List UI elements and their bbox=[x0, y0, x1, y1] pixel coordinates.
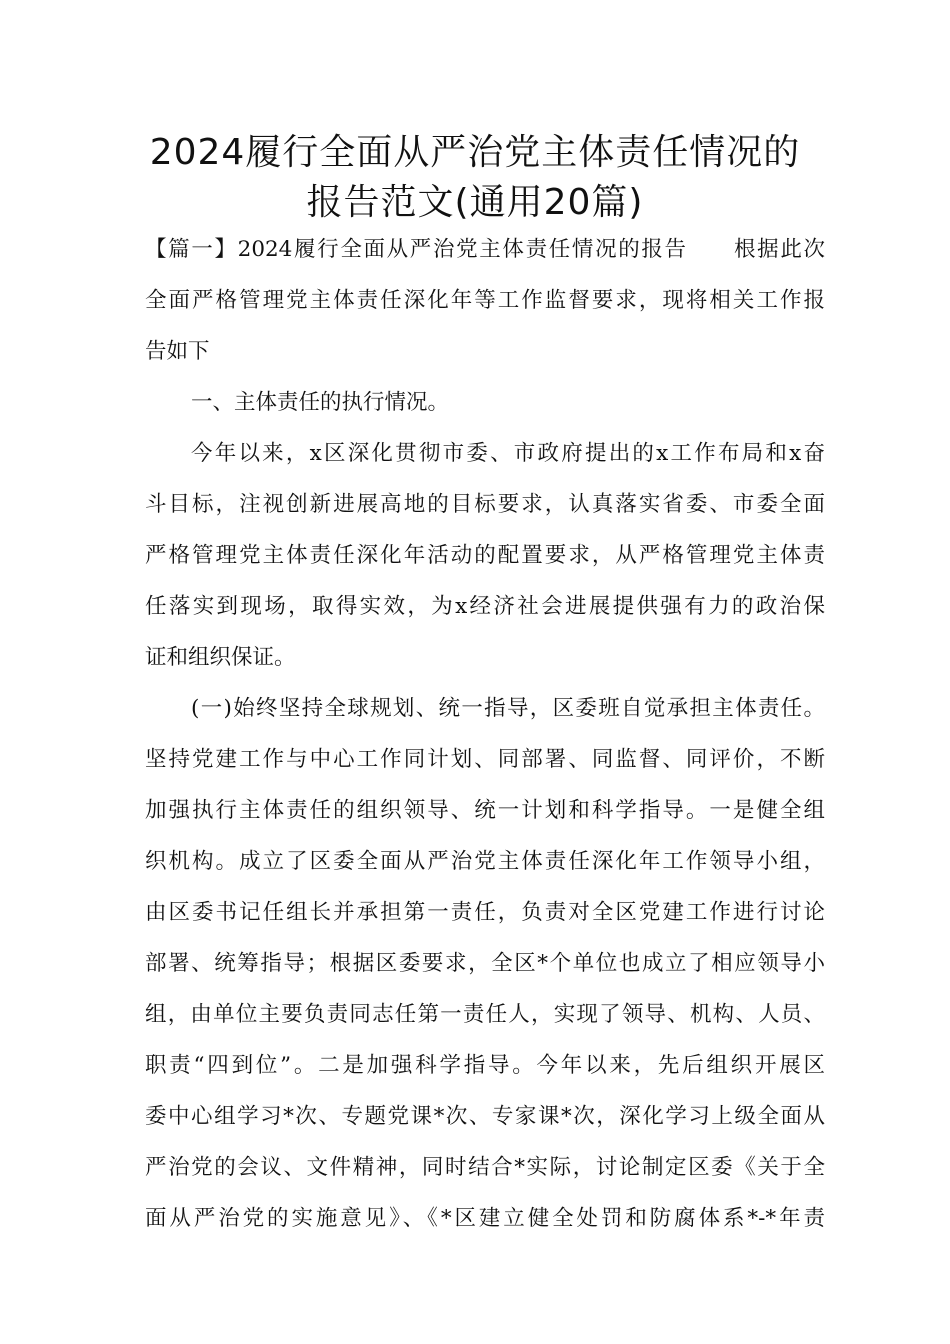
document-body bbox=[145, 224, 825, 1244]
body-text-line: 证和组织保证。 bbox=[145, 645, 296, 670]
body-text-line: 面从严治党的实施意见》、《*区建立健全处罚和防腐体系*-*年责 bbox=[145, 1206, 825, 1231]
body-text-line: 斗目标，注视创新进展高地的目标要求，认真落实省委、市委全面 bbox=[145, 492, 825, 517]
body-text-line: 加强执行主体责任的组织领导、统一计划和科学指导。一是健全组 bbox=[145, 798, 825, 823]
body-text-line: 严格管理党主体责任深化年活动的配置要求，从严格管理党主体责 bbox=[145, 543, 825, 568]
body-text-line: 织机构。成立了区委全面从严治党主体责任深化年工作领导小组， bbox=[145, 849, 825, 874]
document-title-line-2: 报告范文(通用20篇) bbox=[306, 182, 644, 223]
body-text-line: 告如下 bbox=[145, 339, 210, 364]
body-text-line: 任落实到现场，取得实效，为x经济社会进展提供强有力的政治保 bbox=[145, 594, 825, 619]
body-text-line: 一、主体责任的执行情况。 bbox=[191, 390, 450, 415]
body-text-line: 委中心组学习*次、专题党课*次、专家课*次，深化学习上级全面从 bbox=[145, 1104, 825, 1129]
body-text-line: 今年以来，x区深化贯彻市委、市政府提出的x工作布局和x奋 bbox=[191, 441, 825, 466]
body-text-line: 由区委书记任组长并承担第一责任，负责对全区党建工作进行讨论 bbox=[145, 900, 825, 925]
body-text-line: 全面严格管理党主体责任深化年等工作监督要求，现将相关工作报 bbox=[145, 288, 825, 313]
body-text-line: (一)始终坚持全球规划、统一指导，区委班自觉承担主体责任。 bbox=[191, 696, 825, 721]
body-text-line: 职责“四到位”。二是加强科学指导。今年以来，先后组织开展区 bbox=[145, 1053, 825, 1078]
document-title-line-1: 2024履行全面从严治党主体责任情况的 bbox=[149, 132, 801, 173]
body-text-line: 严治党的会议、文件精神，同时结合*实际，讨论制定区委《关于全 bbox=[145, 1155, 825, 1180]
body-text-line: 坚持党建工作与中心工作同计划、同部署、同监督、同评价，不断 bbox=[145, 747, 825, 772]
body-text-line: 【篇一】2024履行全面从严治党主体责任情况的报告 根据此次 bbox=[145, 237, 825, 262]
body-text-line: 部署、统筹指导；根据区委要求，全区*个单位也成立了相应领导小 bbox=[145, 951, 825, 976]
body-text-line: 组，由单位主要负责同志任第一责任人，实现了领导、机构、人员、 bbox=[145, 1002, 825, 1027]
